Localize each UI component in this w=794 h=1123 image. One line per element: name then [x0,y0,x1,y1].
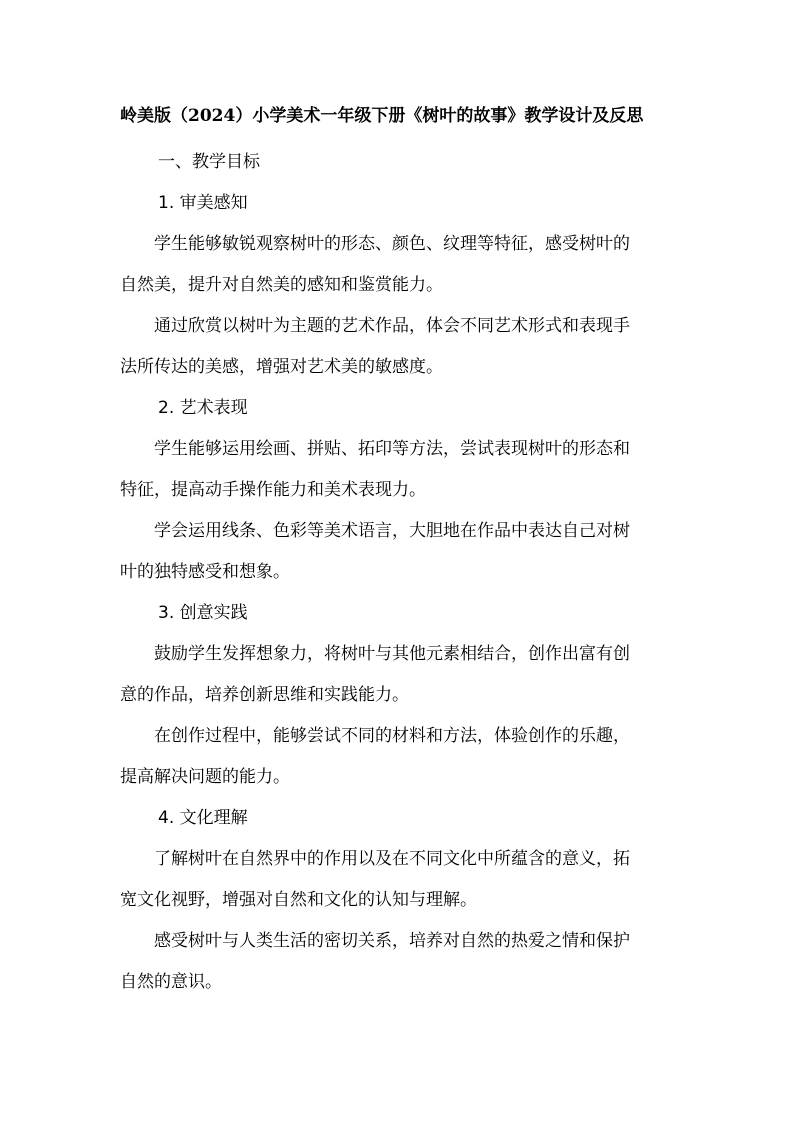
paragraph-5 [120,634,680,716]
section-heading-objectives: 一、教学目标 [158,152,260,172]
subheading-aesthetic-perception: 1. 审美感知 [158,193,248,213]
subheading-artistic-expression: 2. 艺术表现 [158,398,248,418]
paragraph-line: 自然美，提升对自然美的感知和鉴赏能力。 [120,275,443,295]
subheading-cultural-understanding: 4. 文化理解 [158,808,248,828]
paragraph-line: 在创作过程中，能够尝试不同的材料和方法，体验创作的乐趣， [154,726,630,746]
paragraph-line: 叶的独特感受和想象。 [120,562,290,582]
paragraph-8 [120,921,680,1003]
paragraph-line: 了解树叶在自然界中的作用以及在不同文化中所蕴含的意义，拓 [154,849,630,869]
paragraph-line: 提高解决问题的能力。 [120,767,290,787]
paragraph-4 [120,511,680,593]
paragraph-line: 学生能够运用绘画、拼贴、拓印等方法，尝试表现树叶的形态和 [154,439,630,459]
paragraph-2 [120,306,680,388]
paragraph-7 [120,839,680,921]
paragraph-line: 学会运用线条、色彩等美术语言，大胆地在作品中表达自己对树 [154,521,630,541]
paragraph-line: 鼓励学生发挥想象力，将树叶与其他元素相结合，创作出富有创 [154,644,630,664]
paragraph-3 [120,429,680,511]
paragraph-line: 意的作品，培养创新思维和实践能力。 [120,685,409,705]
paragraph-line: 特征，提高动手操作能力和美术表现力。 [120,480,426,500]
paragraph-line: 法所传达的美感，增强对艺术美的敏感度。 [120,357,443,377]
document-title: 岭美版（2024）小学美术一年级下册《树叶的故事》教学设计及反思 [120,106,644,126]
paragraph-6 [120,716,680,798]
subheading-creative-practice: 3. 创意实践 [158,603,248,623]
paragraph-line: 自然的意识。 [120,972,222,992]
paragraph-line: 学生能够敏锐观察树叶的形态、颜色、纹理等特征，感受树叶的 [154,234,630,254]
paragraph-1 [120,224,680,306]
paragraph-line: 感受树叶与人类生活的密切关系，培养对自然的热爱之情和保护 [154,931,630,951]
document-body [120,100,680,1003]
paragraph-line: 宽文化视野，增强对自然和文化的认知与理解。 [120,890,477,910]
paragraph-line: 通过欣赏以树叶为主题的艺术作品，体会不同艺术形式和表现手 [154,316,630,336]
